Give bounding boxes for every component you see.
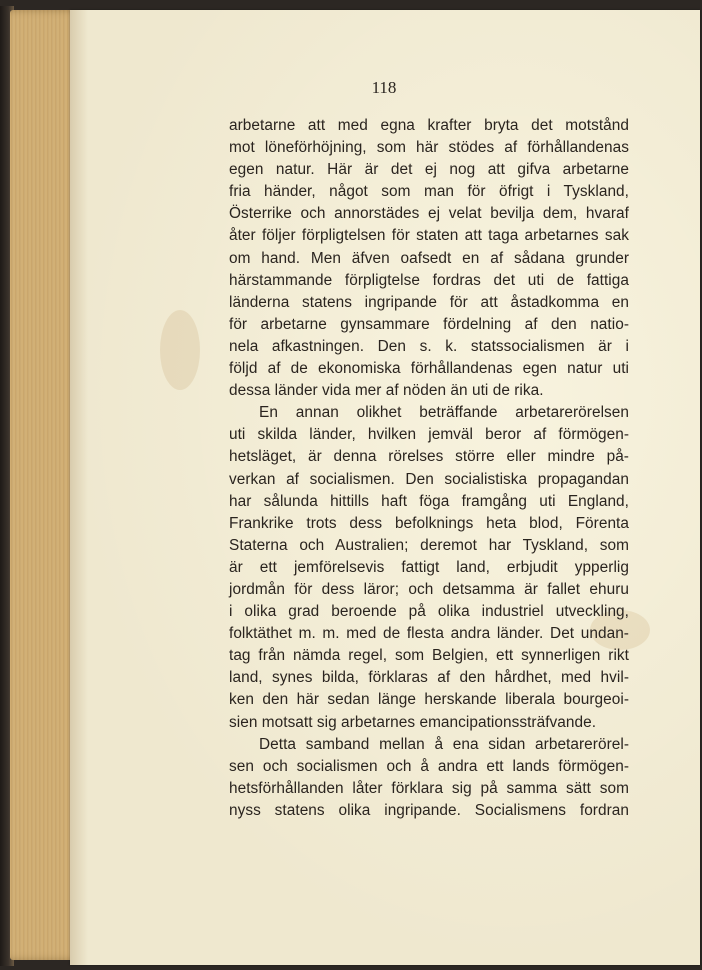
text-line: Frankrike trots dess befolknings heta blod, Förenta (229, 514, 629, 532)
text-line: Detta samband mellan å ena sidan arbetarerörel- (259, 735, 629, 753)
text-line: mot löneförhöjning, som här stödes af förhållandenas (229, 139, 629, 157)
text-line: länderna statens ingripande för att åstadkomma en (229, 293, 629, 311)
text-line: åter följer förpligtelsen för staten att taga arbetarnes sak (229, 227, 629, 245)
body-text (229, 115, 629, 822)
text-line: för arbetarne gynsammare fördelning af den natio- (229, 315, 629, 333)
text-line: hetsläget, är denna rörelses större eller mindre på- (229, 448, 629, 466)
text-line: nyss statens olika ingripande. Socialismens fordran (229, 801, 629, 819)
text-line: om hand. Men äfven oafsedt en af sådana grunder (229, 249, 629, 267)
text-line: följd af de ekonomiska förhållandenas egen natur uti (229, 360, 629, 378)
text-line: jordmån för dess läror; och detsamma är fallet ehuru (229, 580, 629, 598)
text-line: i olika grad beroende på olika industriel utveckling, (229, 603, 629, 621)
text-line: fria händer, något som man för öfrigt i Tyskland, (229, 183, 629, 201)
text-line: uti skilda länder, hvilken jemväl beror af förmögen- (229, 426, 629, 444)
text-line: härstammande förpligtelse fordras det uti de fattiga (229, 271, 629, 289)
text-line: En annan olikhet beträffande arbetarerörelsen (259, 404, 629, 422)
text-line: nela afkastningen. Den s. k. statssocialismen är i (229, 337, 629, 355)
text-line: land, synes bilda, förklaras af den hårdhet, med hvil- (229, 669, 629, 687)
text-line: har sålunda hittills haft föga framgång uti England, (229, 492, 629, 510)
text-line: verkan af socialismen. Den socialistiska propagandan (229, 470, 629, 488)
text-line: är ett jemförelsevis fattigt land, erbjudit ypperlig (229, 558, 629, 576)
text-line: Österrike och annorstädes ej velat bevilja dem, hvaraf (229, 205, 629, 223)
paper-stain (160, 310, 200, 390)
text-line: hetsförhållanden låter förklara sig på samma sätt som (229, 779, 629, 797)
text-line: folktäthet m. m. med de flesta andra länder. Det undan- (229, 625, 629, 643)
text-line: sen och socialismen och å andra ett lands förmögen- (229, 757, 629, 775)
page-number: 118 (371, 78, 397, 97)
text-line: egen natur. Här är det ej nog att gifva arbetarne (229, 161, 629, 179)
text-line: tag från nämda regel, som Belgien, ett synnerligen rikt (229, 647, 629, 665)
text-line: sien motsatt sig arbetarnes emancipationssträfvande. (229, 713, 597, 731)
text-line: arbetarne att med egna krafter bryta det motstånd (229, 117, 629, 134)
text-line: Staterna och Australien; deremot har Tyskland, som (229, 536, 629, 554)
text-line: ken den här sedan länge herskande liberala bourgeoi- (229, 691, 629, 709)
text-line: dessa länder vida mer af nöden än uti de rika. (229, 382, 544, 400)
